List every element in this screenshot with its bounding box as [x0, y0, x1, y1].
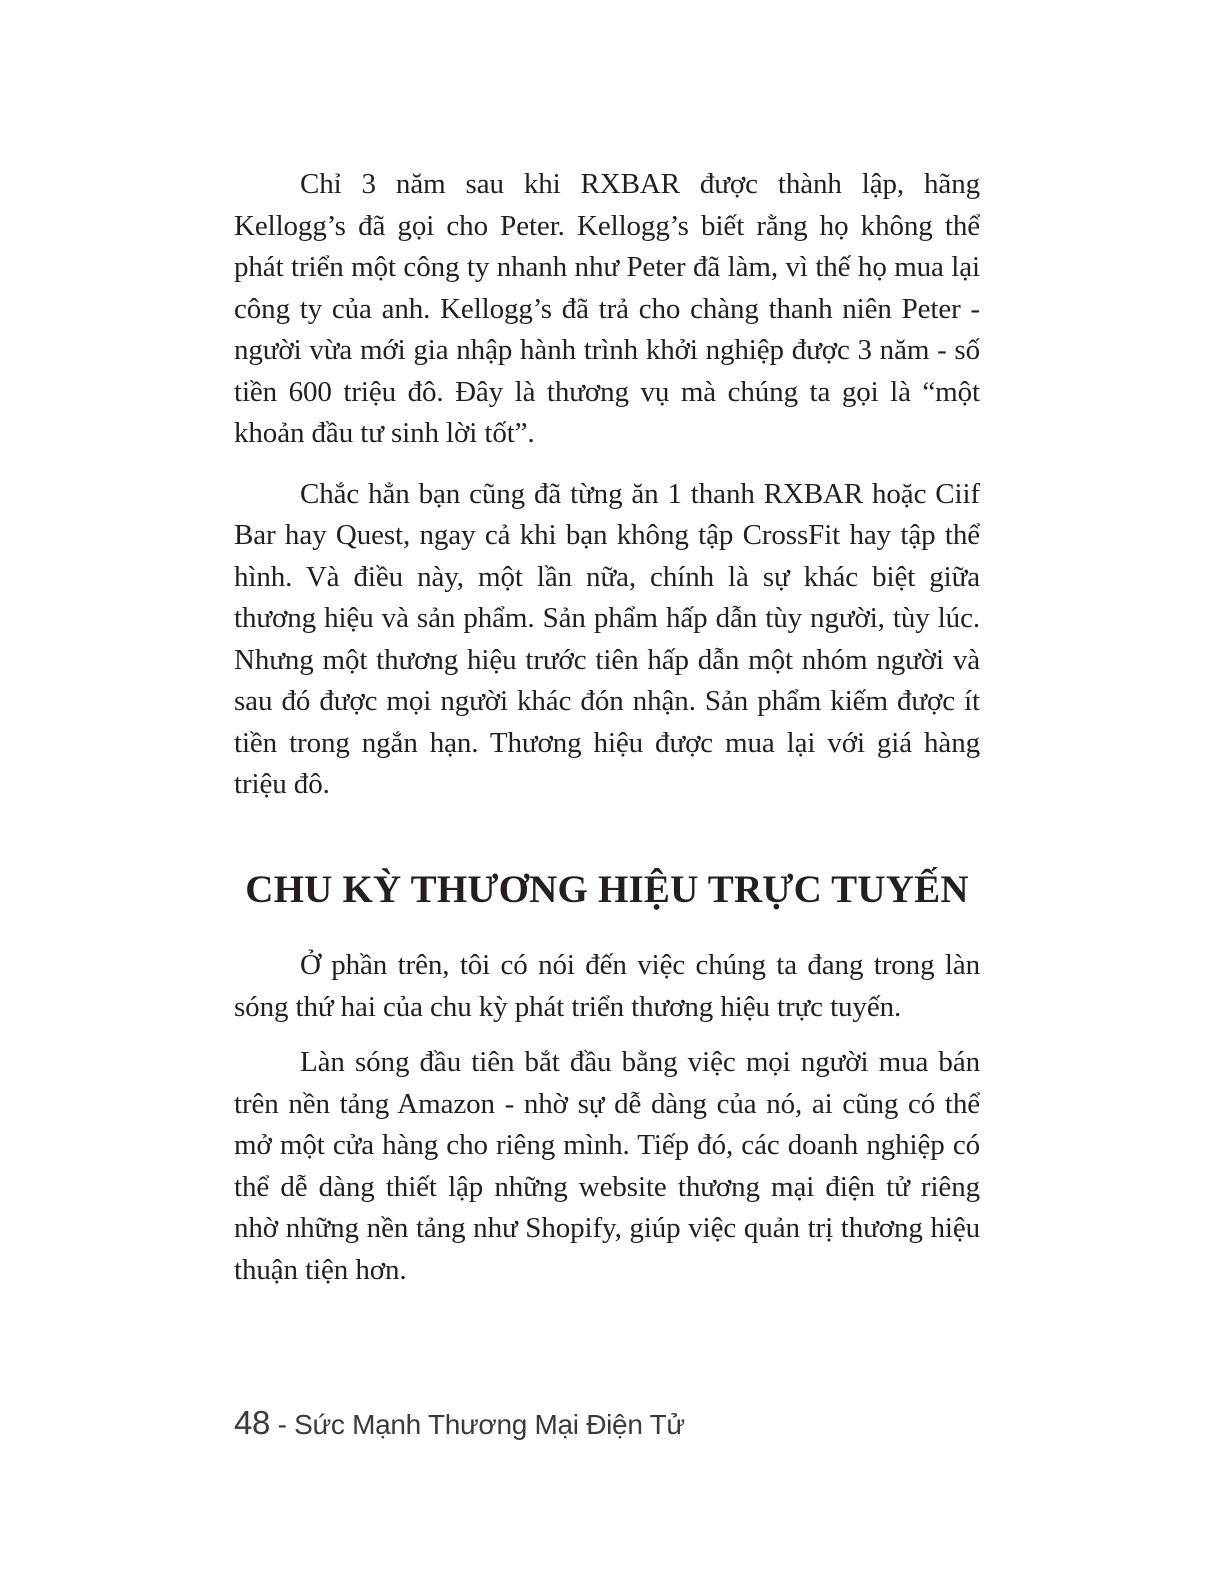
- paragraph-first-wave: Làn sóng đầu tiên bắt đầu bằng việc mọi người mua bán trên nền tảng Amazon - nhờ sự dễ dàng của nó, ai cũng có thể mở một cửa hàng cho riêng mình. Tiếp đó, các doanh nghiệp có thể dễ dàng thiết lập những website thương mại điện tử riêng nhờ những nền tảng như Shopify, giúp việc quản trị thương hiệu thuận tiện hơn.: [234, 1046, 980, 1286]
- body-text-top: [234, 164, 980, 806]
- page-number: 48: [234, 1404, 271, 1441]
- book-title: Sức Mạnh Thương Mại Điện Tử: [294, 1409, 685, 1440]
- section-heading: CHU KỲ THƯƠNG HIỆU TRỰC TUYẾN: [245, 868, 969, 911]
- body-text-section: [234, 945, 980, 1291]
- paragraph-rxbar-acquisition: Chỉ 3 năm sau khi RXBAR được thành lập, hãng Kellogg’s đã gọi cho Peter. Kellogg’s biết rằng họ không thể phát triển một công ty nhanh như Peter đã làm, vì thế họ mua lại công ty của anh. Kellogg’s đã trả cho chàng thanh niên Peter - người vừa mới gia nhập hành trình khởi nghiệp được 3 năm - số tiền 600 triệu đô. Đây là thương vụ mà chúng ta gọi là “một khoản đầu tư sinh lời tốt”.: [234, 168, 980, 449]
- paragraph-second-wave: Ở phần trên, tôi có nói đến việc chúng ta đang trong làn sóng thứ hai của chu kỳ phát triển thương hiệu trực tuyến.: [234, 949, 980, 1023]
- footer-separator: -: [270, 1409, 295, 1440]
- page-footer: [234, 1404, 685, 1442]
- paragraph-brand-vs-product: Chắc hẳn bạn cũng đã từng ăn 1 thanh RXBAR hoặc Ciif Bar hay Quest, ngay cả khi bạn không tập CrossFit hay tập thể hình. Và điều này, một lần nữa, chính là sự khác biệt giữa thương hiệu và sản phẩm. Sản phẩm hấp dẫn tùy người, tùy lúc. Nhưng một thương hiệu trước tiên hấp dẫn một nhóm người và sau đó được mọi người khác đón nhận. Sản phẩm kiếm được ít tiền trong ngắn hạn. Thương hiệu được mua lại với giá hàng triệu đô.: [234, 477, 980, 800]
